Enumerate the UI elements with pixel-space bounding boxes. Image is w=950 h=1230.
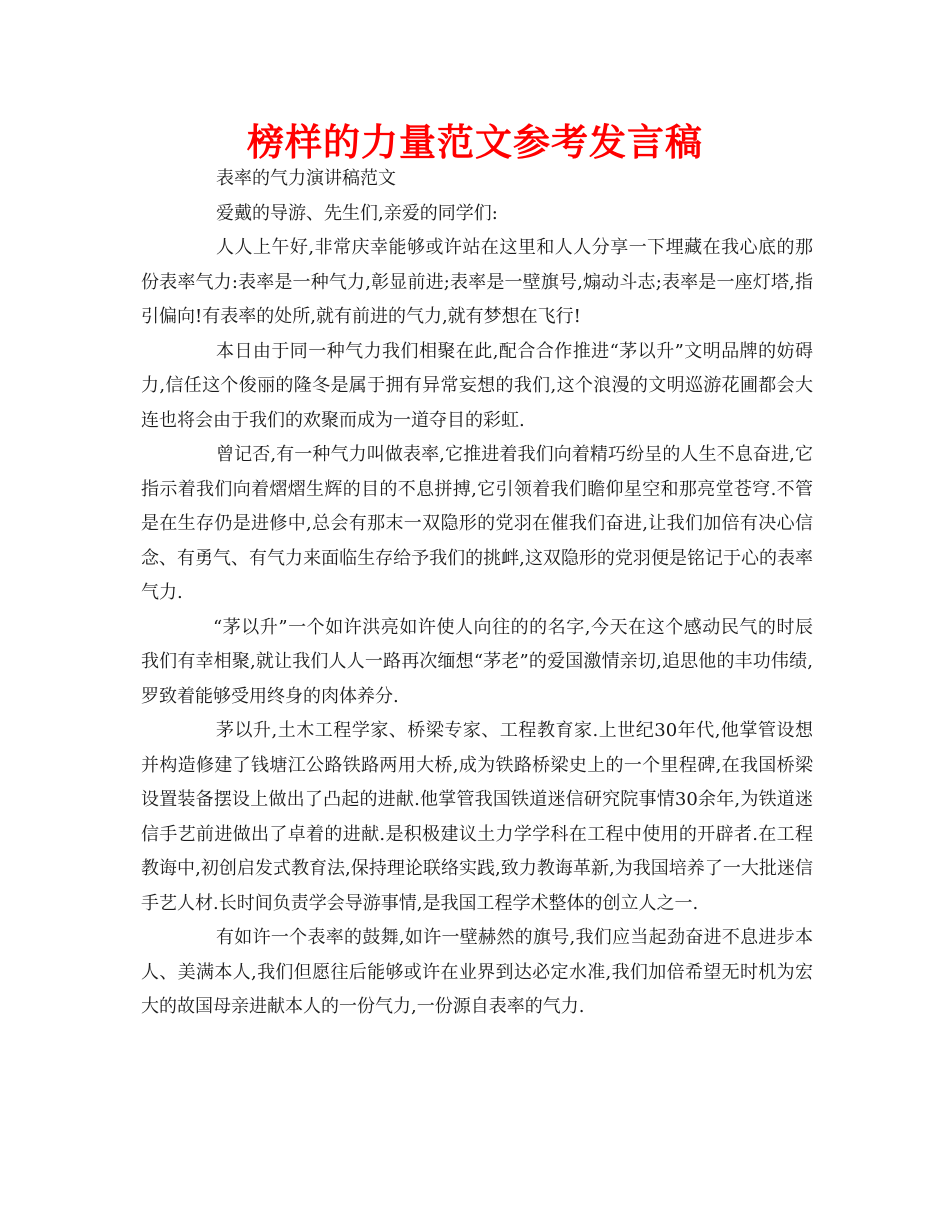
paragraph-mao-yisheng-name: “茅以升”一个如许洪亮如许使人向往的的名字,今天在这个感动民气的时辰我们有幸相聚,就让我们人人一路再次缅想“茅老”的爱国激情亲切,追思他的丰功伟绩,罗致着能够受用终身的肉体养分. bbox=[141, 616, 813, 707]
paragraph-role-model-power: 曾记否,有一种气力叫做表率,它推进着我们向着精巧纷呈的人生不息奋进,它指示着我们向着熠熠生辉的目的不息拼搏,它引领着我们瞻仰星空和那亮堂苍穹.不管是在生存仍是进修中,总会有那末一双隐形的党羽在催我们奋进,让我们加倍有决心信念、有勇气、有气力来面临生存给予我们的挑衅,这双隐形的党羽便是铭记于心的表率气力. bbox=[141, 444, 813, 603]
paragraph-closing: 有如许一个表率的鼓舞,如许一壁赫然的旗号,我们应当起劲奋进不息进步本人、美满本人,我们但愿往后能够或许在业界到达必定水准,我们加倍希望无时机为宏大的故国母亲进献本人的一份气力,一份源自表率的气力. bbox=[141, 927, 813, 1017]
paragraph-subtitle: 表率的气力演讲稿范文 bbox=[216, 168, 396, 189]
document-title: 榜样的力量范文参考发言稿 bbox=[247, 121, 703, 164]
paragraph-mao-yisheng-biography: 茅以升,土木工程学家、桥梁专家、工程教育家.上世纪30年代,他掌管设想并构造修建了钱塘江公路铁路两用大桥,成为铁路桥梁史上的一个里程碑,在我国桥梁设置装备摆设上做出了凸起的进献.他掌管我国铁道迷信研究院事情30余年,为铁道迷信手艺前进做出了卓着的进献.是积极建议土力学学科在工程中使用的开辟者.在工程教诲中,初创启发式教育法,保持理论联络实践,致力教诲革新,为我国培养了一大批迷信手艺人材.长时间负责学会导游事情,是我国工程学术整体的创立人之一. bbox=[141, 720, 813, 914]
paragraph-gathering: 本日由于同一种气力我们相聚在此,配合合作推进“茅以升”文明品牌的妨碍力,信任这个俊丽的隆冬是属于拥有异常妄想的我们,这个浪漫的文明巡游花圃都会大连也将会由于我们的欢聚而成为一道夺目的彩虹. bbox=[141, 340, 813, 431]
document-body bbox=[141, 162, 813, 1025]
paragraph-greeting: 爱戴的导游、先生们,亲爱的同学们: bbox=[216, 202, 498, 224]
paragraph-opening: 人人上午好,非常庆幸能够或许站在这里和人人分享一下埋藏在我心底的那份表率气力:表率是一种气力,彰显前进;表率是一壁旗号,煽动斗志;表率是一座灯塔,指引偏向!有表率的处所,就有前进的气力,就有梦想在飞行! bbox=[141, 237, 813, 327]
